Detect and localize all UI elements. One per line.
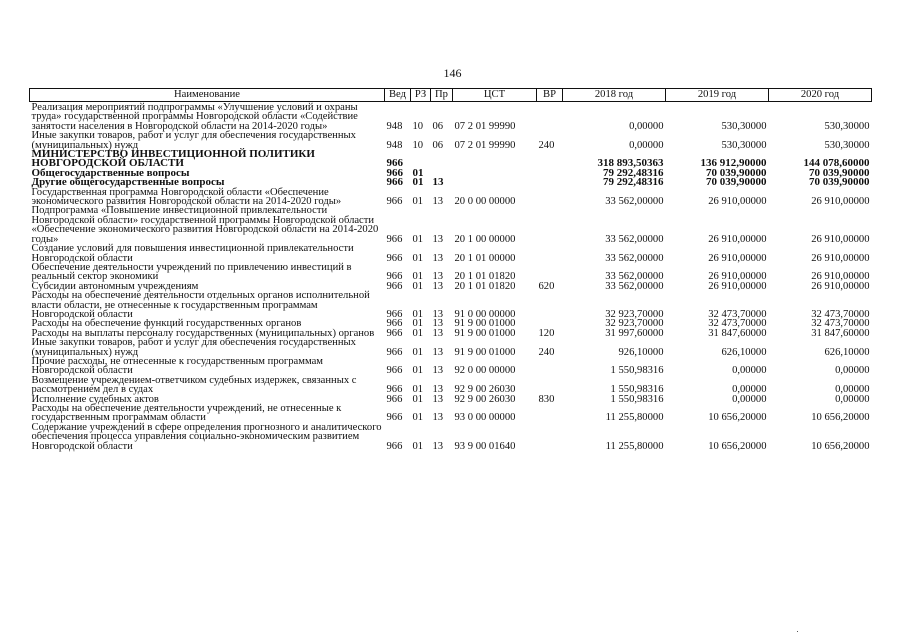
cell-y2019: 26 910,00000 bbox=[708, 271, 767, 283]
header-cst: ЦСТ bbox=[453, 89, 537, 102]
cell-y2020: 70 039,90000 bbox=[809, 166, 870, 179]
cell-name: Общегосударственные вопросы bbox=[31, 166, 190, 179]
cell-name: Расходы на обеспечение функций государственных органов bbox=[31, 318, 302, 330]
cell-name: МИНИСТЕРСТВО ИНВЕСТИЦИОННОЙ ПОЛИТИКИ НОВГОРОДСКОЙ ОБЛАСТИ bbox=[31, 148, 315, 170]
cell-rz: 01 bbox=[412, 327, 424, 339]
cell-ved: 966 bbox=[386, 252, 403, 264]
cell-ved: 966 bbox=[386, 327, 403, 339]
cell-ved: 966 bbox=[386, 271, 403, 283]
cell-y2018: 33 562,00000 bbox=[605, 271, 664, 283]
cell-rz: 01 bbox=[412, 412, 424, 424]
cell-ved: 966 bbox=[386, 166, 403, 179]
cell-rz: 10 bbox=[412, 120, 424, 132]
header-rz: РЗ bbox=[411, 89, 431, 102]
cell-y2020: 32 473,70000 bbox=[811, 318, 870, 330]
cell-vr: 120 bbox=[538, 327, 555, 339]
cell-pr: 13 bbox=[432, 384, 444, 396]
cell-y2019: 26 910,00000 bbox=[708, 233, 767, 245]
cell-pr: 13 bbox=[432, 280, 444, 292]
cell-vr bbox=[537, 376, 563, 395]
cell-y2018: 318 893,50363 bbox=[597, 157, 664, 170]
cell-y2018: 32 923,70000 bbox=[605, 318, 664, 330]
cell-rz: 01 bbox=[412, 252, 424, 264]
cell-vr bbox=[537, 263, 563, 282]
table-row bbox=[30, 188, 872, 207]
cell-pr bbox=[431, 150, 453, 169]
cell-y2019: 530,30000 bbox=[721, 139, 767, 151]
cell-vr bbox=[537, 178, 563, 187]
cell-vr bbox=[537, 102, 563, 132]
cell-vr bbox=[537, 423, 563, 451]
cell-pr: 13 bbox=[432, 308, 444, 320]
cell-vr bbox=[537, 244, 563, 263]
cell-y2018: 0,00000 bbox=[629, 139, 664, 151]
cell-y2018: 33 562,00000 bbox=[605, 252, 664, 264]
cell-pr: 13 bbox=[432, 252, 444, 264]
cell-vr: 240 bbox=[538, 139, 555, 151]
cell-y2020: 26 910,00000 bbox=[811, 280, 870, 292]
cell-y2019: 0,00000 bbox=[732, 365, 767, 377]
cell-rz: 01 bbox=[412, 318, 424, 330]
cell-rz: 01 bbox=[412, 233, 424, 245]
cell-rz: 01 bbox=[412, 176, 424, 189]
cell-pr: 13 bbox=[432, 176, 444, 189]
cell-vr bbox=[537, 169, 563, 178]
cell-vr bbox=[537, 206, 563, 244]
cell-pr: 13 bbox=[432, 412, 444, 424]
header-row bbox=[30, 89, 872, 102]
cell-cst: 92 9 00 26030 bbox=[454, 384, 516, 396]
table-row bbox=[30, 338, 872, 357]
page-number: 146 bbox=[443, 66, 462, 80]
cell-y2019: 0,00000 bbox=[732, 393, 767, 405]
cell-y2020: 26 910,00000 bbox=[811, 252, 870, 264]
cell-cst: 91 9 00 01000 bbox=[454, 318, 516, 330]
cell-y2020: 26 910,00000 bbox=[811, 196, 870, 208]
scan-speck bbox=[797, 631, 798, 632]
cell-y2020: 626,10000 bbox=[824, 346, 870, 358]
cell-y2018: 79 292,48316 bbox=[603, 166, 664, 179]
cell-rz: 01 bbox=[412, 346, 424, 358]
cell-name: Субсидии автономным учреждениям bbox=[31, 280, 199, 292]
table-row bbox=[30, 376, 872, 395]
cell-pr: 06 bbox=[432, 120, 444, 132]
cell-name: Исполнение судебных актов bbox=[31, 393, 159, 405]
cell-name: Прочие расходы, не отнесенные к государственным программам Новгородской области bbox=[31, 355, 323, 377]
cell-y2018: 1 550,98316 bbox=[610, 393, 664, 405]
cell-ved: 966 bbox=[386, 280, 403, 292]
header-vr: ВР bbox=[537, 89, 563, 102]
cell-y2020: 530,30000 bbox=[824, 120, 870, 132]
cell-cst: 20 1 00 00000 bbox=[454, 233, 516, 245]
cell-y2019: 32 473,70000 bbox=[708, 308, 767, 320]
cell-rz: 01 bbox=[412, 393, 424, 405]
cell-rz: 01 bbox=[412, 280, 424, 292]
cell-cst: 20 1 01 01820 bbox=[454, 271, 516, 283]
cell-rz: 01 bbox=[412, 166, 424, 179]
cell-ved: 966 bbox=[386, 233, 403, 245]
table-row bbox=[30, 357, 872, 376]
cell-vr bbox=[537, 404, 563, 423]
cell-y2019: 10 656,20000 bbox=[708, 440, 767, 452]
table-row bbox=[30, 404, 872, 423]
header-name: Наименование bbox=[30, 89, 385, 102]
cell-y2018: 926,10000 bbox=[618, 346, 664, 358]
cell-y2019: 136 912,90000 bbox=[700, 157, 767, 170]
cell-y2019: 26 910,00000 bbox=[708, 196, 767, 208]
cell-y2019: 70 039,90000 bbox=[706, 166, 767, 179]
table-body bbox=[30, 102, 872, 452]
table-row bbox=[30, 423, 872, 451]
table-row bbox=[30, 263, 872, 282]
cell-name: Иные закупки товаров, работ и услуг для обеспечения государственных (муниципальных) нужд bbox=[31, 337, 356, 358]
cell-name: Расходы на обеспечение деятельности учреждений, не отнесенные к государственным программам области bbox=[31, 403, 342, 424]
cell-name: Иные закупки товаров, работ и услуг для обеспечения государственных (муниципальных) нужд bbox=[31, 130, 356, 151]
cell-vr: 830 bbox=[538, 393, 555, 405]
cell-y2020: 0,00000 bbox=[835, 365, 870, 377]
cell-y2020: 0,00000 bbox=[835, 384, 870, 396]
cell-vr: 240 bbox=[538, 346, 555, 358]
cell-rz: 01 bbox=[412, 440, 424, 452]
cell-name: Содержание учреждений в сфере определения прогнозного и аналитического обеспечения процесса управления социально-экономическим развитием Новгородской области bbox=[31, 421, 382, 452]
cell-y2020: 0,00000 bbox=[835, 393, 870, 405]
header-2020: 2020 год bbox=[769, 89, 872, 102]
table-row bbox=[30, 291, 872, 319]
cell-name: Создание условий для повышения инвестиционной привлекательности Новгородской области bbox=[31, 243, 354, 264]
cell-y2018: 11 255,80000 bbox=[605, 440, 664, 452]
cell-ved: 948 bbox=[386, 120, 403, 132]
cell-y2020: 144 078,60000 bbox=[803, 157, 870, 170]
cell-name: Подпрограмма «Повышение инвестиционной привлекательности Новгородской области» государственной программы Новгородской области «Обеспечение экономического развития Новгородской области на 2014-2020 годы» bbox=[31, 205, 379, 245]
cell-y2019: 26 910,00000 bbox=[708, 280, 767, 292]
cell-y2018: 32 923,70000 bbox=[605, 308, 664, 320]
cell-cst: 92 9 00 26030 bbox=[454, 393, 516, 405]
cell-ved: 966 bbox=[386, 384, 403, 396]
cell-cst: 93 9 00 01640 bbox=[454, 440, 516, 452]
cell-cst: 20 1 01 00000 bbox=[454, 252, 516, 264]
cell-pr: 13 bbox=[432, 271, 444, 283]
cell-ved: 948 bbox=[386, 139, 403, 151]
cell-y2019: 626,10000 bbox=[721, 346, 767, 358]
cell-ved: 966 bbox=[386, 308, 403, 320]
cell-y2018: 0,00000 bbox=[629, 120, 664, 132]
cell-rz: 01 bbox=[412, 271, 424, 283]
cell-vr bbox=[537, 150, 563, 169]
cell-ved: 966 bbox=[386, 393, 403, 405]
cell-name: Реализация мероприятий подпрограммы «Улучшение условий и охраны труда» государственной программы Новгородской области «Содействие занятости населения в Новгородской области на 2014-2020 годы» bbox=[31, 102, 358, 132]
cell-rz: 01 bbox=[412, 196, 424, 208]
cell-name: Расходы на выплаты персоналу государственных (муниципальных) органов bbox=[31, 327, 375, 339]
cell-y2019: 32 473,70000 bbox=[708, 318, 767, 330]
cell-y2018: 33 562,00000 bbox=[605, 196, 664, 208]
cell-cst: 91 9 00 01000 bbox=[454, 327, 516, 339]
cell-pr: 13 bbox=[432, 440, 444, 452]
cell-pr: 13 bbox=[432, 346, 444, 358]
cell-vr bbox=[537, 188, 563, 207]
cell-y2019: 70 039,90000 bbox=[706, 176, 767, 189]
cell-cst bbox=[453, 178, 537, 187]
table-row bbox=[30, 206, 872, 244]
cell-y2018: 1 550,98316 bbox=[610, 365, 664, 377]
cell-rz: 01 bbox=[412, 308, 424, 320]
cell-vr bbox=[537, 291, 563, 319]
cell-cst: 20 0 00 00000 bbox=[454, 196, 516, 208]
cell-ved: 966 bbox=[386, 318, 403, 330]
cell-y2019: 10 656,20000 bbox=[708, 412, 767, 424]
cell-vr: 620 bbox=[538, 280, 555, 292]
cell-pr: 13 bbox=[432, 393, 444, 405]
table-row bbox=[30, 102, 872, 132]
cell-pr: 13 bbox=[432, 365, 444, 377]
cell-cst: 91 0 00 00000 bbox=[454, 308, 516, 320]
cell-y2018: 79 292,48316 bbox=[603, 176, 664, 189]
cell-y2019: 530,30000 bbox=[721, 120, 767, 132]
cell-y2020: 530,30000 bbox=[824, 139, 870, 151]
cell-y2019: 31 847,60000 bbox=[708, 327, 767, 339]
cell-rz: 01 bbox=[412, 384, 424, 396]
cell-ved: 966 bbox=[386, 196, 403, 208]
cell-y2020: 70 039,90000 bbox=[809, 176, 870, 189]
table-row bbox=[30, 244, 872, 263]
cell-pr: 06 bbox=[432, 139, 444, 151]
cell-y2018: 31 997,60000 bbox=[605, 327, 664, 339]
cell-pr: 13 bbox=[432, 318, 444, 330]
cell-y2020: 26 910,00000 bbox=[811, 271, 870, 283]
cell-ved: 966 bbox=[386, 157, 403, 170]
cell-y2020: 31 847,60000 bbox=[811, 327, 870, 339]
header-ved: Вед bbox=[385, 89, 411, 102]
cell-name: Расходы на обеспечение деятельности отдельных органов исполнительной власти области, не отнесенные к государственным программам Новгородской области bbox=[31, 290, 370, 320]
cell-name: Возмещение учреждением-ответчиком судебных издержек, связанных с рассмотрением дел в судах bbox=[31, 374, 357, 396]
cell-name: Другие общегосударственные вопросы bbox=[31, 176, 225, 189]
cell-ved: 966 bbox=[386, 412, 403, 424]
cell-cst bbox=[453, 169, 537, 178]
cell-y2020: 10 656,20000 bbox=[811, 440, 870, 452]
cell-cst: 20 1 01 01820 bbox=[454, 280, 516, 292]
cell-y2019: 26 910,00000 bbox=[708, 252, 767, 264]
cell-y2020: 32 473,70000 bbox=[811, 308, 870, 320]
header-2019: 2019 год bbox=[666, 89, 769, 102]
cell-pr: 13 bbox=[432, 233, 444, 245]
cell-cst: 93 0 00 00000 bbox=[454, 412, 516, 424]
cell-cst: 92 0 00 00000 bbox=[454, 365, 516, 377]
cell-rz: 10 bbox=[412, 139, 424, 151]
cell-pr: 13 bbox=[432, 327, 444, 339]
cell-y2020: 26 910,00000 bbox=[811, 233, 870, 245]
cell-pr: 13 bbox=[432, 196, 444, 208]
cell-y2020: 10 656,20000 bbox=[811, 412, 870, 424]
cell-cst: 91 9 00 01000 bbox=[454, 346, 516, 358]
cell-y2018: 1 550,98316 bbox=[610, 384, 664, 396]
cell-cst: 07 2 01 99990 bbox=[454, 139, 516, 151]
table-header bbox=[30, 89, 872, 102]
budget-table bbox=[29, 88, 872, 451]
header-pr: Пр bbox=[431, 89, 453, 102]
header-2018: 2018 год bbox=[563, 89, 666, 102]
cell-ved: 966 bbox=[386, 346, 403, 358]
cell-ved: 966 bbox=[386, 365, 403, 377]
cell-name: Обеспечение деятельности учреждений по привлечению инвестиций в реальный сектор экономики bbox=[31, 261, 352, 283]
cell-y2018: 11 255,80000 bbox=[605, 412, 664, 424]
cell-cst bbox=[453, 150, 537, 169]
cell-cst: 07 2 01 99990 bbox=[454, 120, 516, 132]
cell-ved: 966 bbox=[386, 176, 403, 189]
cell-name: Государственная программа Новгородской области «Обеспечение экономического развития Новгородской области на 2014-2020 годы» bbox=[31, 186, 342, 208]
cell-y2018: 33 562,00000 bbox=[605, 280, 664, 292]
cell-y2018: 33 562,00000 bbox=[605, 233, 664, 245]
cell-vr bbox=[537, 357, 563, 376]
cell-y2019: 0,00000 bbox=[732, 384, 767, 396]
cell-ved: 966 bbox=[386, 440, 403, 452]
cell-rz: 01 bbox=[412, 365, 424, 377]
